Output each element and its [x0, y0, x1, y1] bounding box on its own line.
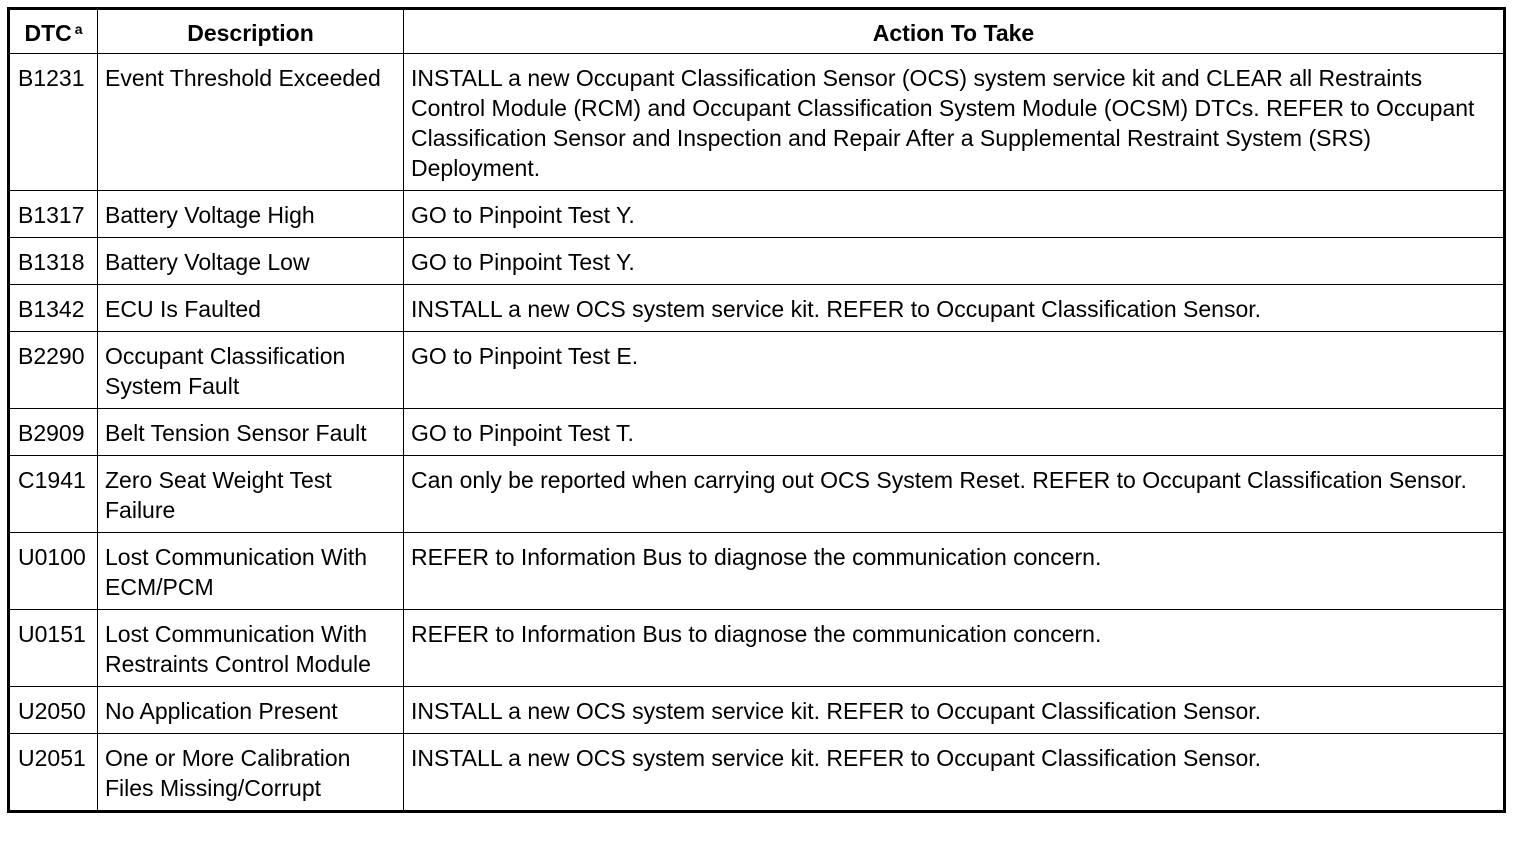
dtc-description: One or More Calibration Files Missing/Corrupt [98, 734, 404, 812]
dtc-description: Lost Communication With ECM/PCM [98, 533, 404, 610]
dtc-code: U0151 [9, 610, 98, 687]
dtc-description: Event Threshold Exceeded [98, 54, 404, 191]
dtc-description: Lost Communication With Restraints Control Module [98, 610, 404, 687]
table-row [9, 332, 1505, 409]
dtc-table [7, 7, 1506, 813]
table-header-row [9, 9, 1505, 54]
table-row [9, 687, 1505, 734]
table-row [9, 533, 1505, 610]
dtc-description: Battery Voltage High [98, 191, 404, 238]
dtc-action: INSTALL a new Occupant Classification Sensor (OCS) system service kit and CLEAR all Restraints Control Module (RCM) and Occupant Classification System Module (OCSM) DTCs. REFER to Occupant Classification Sensor and Inspection and Repair After a Supplemental Restraint System (SRS) Deployment. [404, 54, 1505, 191]
table-row [9, 734, 1505, 812]
dtc-code: B1318 [9, 238, 98, 285]
table-row [9, 238, 1505, 285]
dtc-action: GO to Pinpoint Test Y. [404, 238, 1505, 285]
dtc-description: No Application Present [98, 687, 404, 734]
dtc-code: B1342 [9, 285, 98, 332]
dtc-action: GO to Pinpoint Test T. [404, 409, 1505, 456]
dtc-action: REFER to Information Bus to diagnose the communication concern. [404, 533, 1505, 610]
dtc-code: B2290 [9, 332, 98, 409]
dtc-action: GO to Pinpoint Test Y. [404, 191, 1505, 238]
dtc-code: U2050 [9, 687, 98, 734]
header-dtc-label: DTC [24, 20, 72, 46]
dtc-description: Belt Tension Sensor Fault [98, 409, 404, 456]
table-row [9, 610, 1505, 687]
dtc-code: U0100 [9, 533, 98, 610]
table-row [9, 54, 1505, 191]
dtc-action: INSTALL a new OCS system service kit. REFER to Occupant Classification Sensor. [404, 734, 1505, 812]
dtc-code: B2909 [9, 409, 98, 456]
dtc-description: Zero Seat Weight Test Failure [98, 456, 404, 533]
dtc-action: Can only be reported when carrying out OCS System Reset. REFER to Occupant Classification Sensor. [404, 456, 1505, 533]
header-description: Description [98, 9, 404, 54]
table-row [9, 409, 1505, 456]
header-dtc [9, 9, 98, 54]
dtc-code: C1941 [9, 456, 98, 533]
dtc-description: Occupant Classification System Fault [98, 332, 404, 409]
dtc-code: B1231 [9, 54, 98, 191]
dtc-code: B1317 [9, 191, 98, 238]
dtc-code: U2051 [9, 734, 98, 812]
dtc-action: INSTALL a new OCS system service kit. REFER to Occupant Classification Sensor. [404, 285, 1505, 332]
dtc-action: REFER to Information Bus to diagnose the communication concern. [404, 610, 1505, 687]
dtc-description: Battery Voltage Low [98, 238, 404, 285]
header-dtc-footnote: a [74, 21, 83, 37]
table-row [9, 456, 1505, 533]
dtc-description: ECU Is Faulted [98, 285, 404, 332]
dtc-action: GO to Pinpoint Test E. [404, 332, 1505, 409]
dtc-action: INSTALL a new OCS system service kit. REFER to Occupant Classification Sensor. [404, 687, 1505, 734]
header-action: Action To Take [404, 9, 1505, 54]
table-row [9, 191, 1505, 238]
table-row [9, 285, 1505, 332]
